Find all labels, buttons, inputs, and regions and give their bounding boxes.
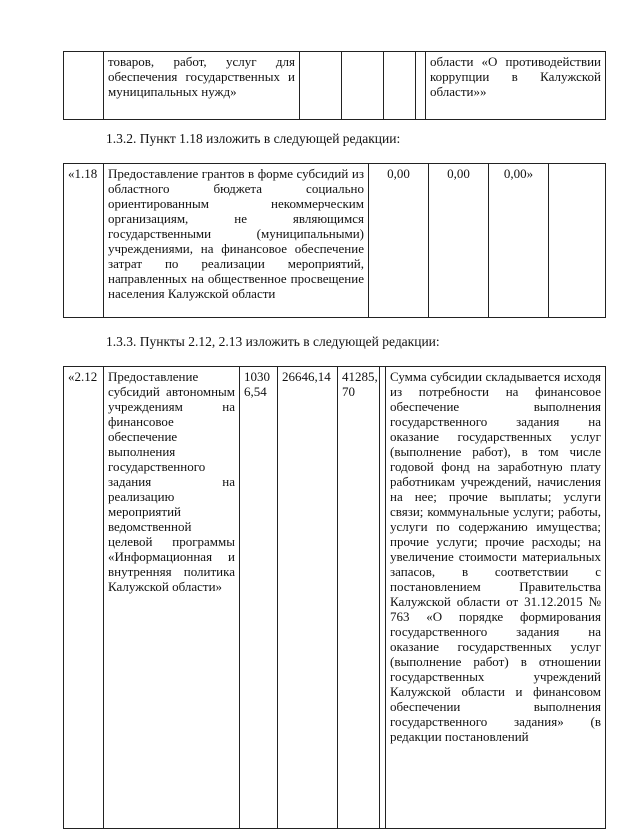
section-heading-1-3-3: 1.3.3. Пункты 2.12, 2.13 изложить в следующей редакции:: [106, 334, 440, 349]
table3-num: «2.12: [64, 367, 104, 829]
table2-description: Предоставление грантов в форме субсидий из областного бюджета социально ориентированным некоммерческим организациям, не являющимся государственными (муниципальными) учреждениями, на финансовое обеспечение затрат по реализации мероприятий, направленных на общественное просвещение населения Калужской области: [104, 164, 369, 318]
section-heading-1-3-2: 1.3.2. Пункт 1.18 изложить в следующей редакции:: [106, 131, 401, 146]
table1-value-cell: [300, 52, 342, 120]
table1-note: области «О противодействии коррупции в Калужской области»»: [426, 52, 606, 120]
table-item-2-12: [63, 366, 606, 829]
table-item-1-18: [63, 163, 606, 318]
table2-value-2: 0,00: [429, 164, 489, 318]
table-fragment-top: [63, 51, 606, 120]
table1-description: товаров, работ, услуг для обеспечения государственных и муниципальных нужд»: [104, 52, 300, 120]
table1-value-cell: [416, 52, 426, 120]
table1-value-cell: [342, 52, 384, 120]
table1-value-cell: [384, 52, 416, 120]
table3-note: Сумма субсидии складывается исходя из потребности на финансовое обеспечение выполнения государственного задания на оказание государственных услуг (выполнение работ), в том числе годовой фонд на заработную плату работникам учреждений, начисления на нее; прочие выплаты; услуги связи; коммунальные услуги; работы, услуги по содержанию имущества; прочие услуги; прочие расходы; на увеличение стоимости материальных запасов, в соответствии с постановлением Правительства Калужской области от 31.12.2015 № 763 «О порядке формирования государственного задания на оказание государственных услуг (выполнение работ) в отношении государственных учреждений Калужской области и финансовом обеспечении выполнения государственного задания» (в редакции постановлений: [386, 367, 606, 829]
table2-value-1: 0,00: [369, 164, 429, 318]
table3-value-2: 26646,14: [278, 367, 338, 829]
table3-value-3: 41285, 70: [338, 367, 380, 829]
table2-num: «1.18: [64, 164, 104, 318]
table1-num-cell: [64, 52, 104, 120]
table3-value-1: 1030 6,54: [240, 367, 278, 829]
table3-description: Предоставление субсидий автономным учреждениям на финансовое обеспечение выполнения государственного задания на реализацию мероприятий ведомственной целевой программы «Информационная и внутренняя политика Калужской области»: [104, 367, 240, 829]
table2-empty-cell: [549, 164, 606, 318]
table2-value-3: 0,00»: [489, 164, 549, 318]
